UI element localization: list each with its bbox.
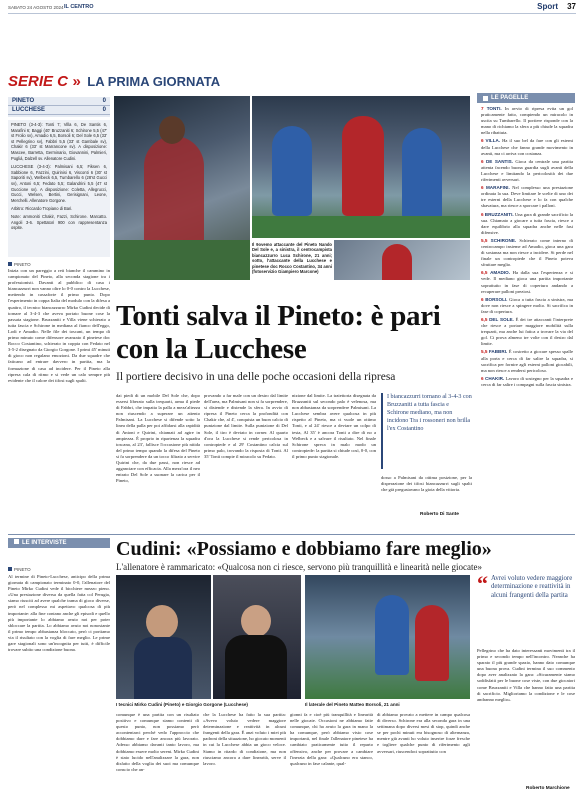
pagella-name: CHAKIR.: [485, 375, 505, 381]
article2-subtitle: L'allenatore è rammaricato: «Qualcosa non ci riesce, servono più tranquillità e linearità nelle giocate»: [116, 562, 482, 572]
byline-article2: PINETO: [8, 567, 31, 572]
pagelle-list: [477, 103, 575, 527]
square-icon: [14, 539, 19, 544]
article2-col-1: Al termine di Pineto-Lucchese, anticipo della prima giornata di campionato terminato 0-0, l'allenatore del Pineto Mirko Cudini vede il bicchiere mezzo pieno. «Una prestazione diversa da quella fatta col Perugia, siamo riusciti ad avere qualche trama di gioco diverse, però nel complesso mi aspettavo qualcosa di più importante: alla fine contano anche gli episodi e quello più importante lo abbiamo avuto noi per poter sbloccare la partita. Lo abbiamo avuto noi nonostante il primo tempo abbastanza bloccato, però ci portiamo via il risultato con la voglia di fare meglio. Le prime gare stagionali sono un'incognita per tutti, è difficile trovare subito una condizione buona.: [8, 574, 110, 653]
pagella-grade: 6: [481, 185, 484, 191]
quote-text: I biancazzurri tornano al 3-4-3 con Bruzzaniti a tutta fascia e Schirone mediano, ma non incidono Tra i rossoneri non brilla l'ex Costantino: [387, 394, 472, 432]
giornata-title: LA PRIMA GIORNATA: [87, 74, 221, 89]
article-col-6: dosso a Palmisani da ottima posizione, per la disperazione dei tifosi biancazzurri sugli spalti che già pregustavano la gioia della vittoria.: [381, 475, 472, 493]
pagella-name: BRUZZANITI.: [484, 211, 514, 217]
pagella-item: [481, 376, 573, 388]
pagella-text: Gioca a tutta fascia a sinistra, ma dove non riesce a spingere molto. Si sacrifica in fase di copertura.: [481, 296, 573, 314]
pagella-grade: 5,5: [481, 237, 488, 243]
article2-col-2: comunque è una partita con un risultato positivo e comunque siamo contenti di questo punto, non possiamo però accontentarci perché vedo l'approccio che dobbiamo dare e fare ancora più lavorato. Adesso abbiamo davanti tanto lavoro, ma dobbiamo essere molto sereni. Mirko Cudini è stato lucido nell'analizzare la gara, non disfatto della voglia dei suoi ma comunque conscio che an-: [116, 712, 199, 772]
pagella-text: È dei tre attaccanti l'interprete che riesce a portare maggiore mobilità sulla trequarti, ma anche lui fatica a trovare la via del gol. Ci prova almeno tre volte con il destro dal limite.: [481, 317, 573, 347]
pagella-item: [481, 270, 573, 294]
byline-left: PINETO: [8, 262, 31, 267]
pagella-text: Ha il suo bel da fare con gli esterni della Lucchese che fanno grande movimento in avanti, ma ci arriva con costanza.: [481, 138, 573, 156]
serie-title: SERIE C: [8, 73, 69, 90]
section-divider: [8, 534, 575, 535]
pagella-text: Schierato come interno di centrocampo insieme ad Amadio, gioca una gara di sostanza ma non riesce a incidere. Si perde nel finale un contropiede che il Pineto poteva sfruttare meglio.: [481, 237, 574, 268]
away-team: LUCCHESE: [12, 107, 46, 113]
article2-title: Cudini: «Possiamo e dobbiamo fare meglio»: [116, 538, 492, 560]
pagella-grade: 6: [481, 296, 484, 302]
scoreboard: [8, 97, 110, 117]
pagella-name: DEL SOLE.: [489, 317, 514, 322]
article-col-4: provando a far male con un destro dal limite dell'area, ma Palmisani non si fa sorprendere, si distende e distende la sfera. In avvio di ripresa il Pineto cerca la profondità con Chakir che, al 4', conquista un buon calcio di punizione dal limite. Sulla punizione di Del Sole, il tiro è deviato in corner. Al quarto d'ora la Lucchese si rende pericolosa in contropiede e al 29' Costantino calcia sul primo palo, trovando la risposta di Tonti. Al 35' Tonti compie il miracolo su Fedato.: [204, 393, 288, 459]
photo-players-right: [252, 96, 470, 238]
referee: Arbitro: Riccardo Tropiano di Bari.: [11, 206, 73, 212]
pull-quote: [477, 571, 575, 647]
pagella-grade: 6: [481, 375, 484, 381]
pagella-name: DE SANTIS.: [485, 158, 513, 164]
photo-coach-left: [116, 575, 211, 699]
pagella-name: AMADIO.: [490, 270, 510, 276]
pagella-name: SCHIRONE.: [490, 237, 517, 243]
article-col-3: dai piedi di un mobile Del Sole che, dopo essersi liberato sulla trequarti, arma il piede di Fabbri, che impatta la palla a mezz'altezza non riuscendo a superare un attento Palmisani. La Lucchese si difende sotto la linea della palla per poi affidarsi alla rapidità di Antoni e Quirini, chiamati ad agire in ampiezza. È proprio in ripartenza la squadra toscana, al 23', fallisce l'occasione più nitida del primo tempo quando la difesa del Pineto si fa sorprendere da un tocco filtrato a servire Quirini che, da due passi, non riesce ad agganciare con efficacia. Alla mezz'ora il neo entrato Del Sole a suonare la carica per il Pineto,: [116, 393, 200, 484]
article2-col-5: di abbiamo provato a mettere in campo qualcosa di diverso. Schirone era alla seconda gara in una settimana dopo diversi mesi di stop, quindi anche se per pochi minuti era bisognoso di alternanza, mentre già avanti ho voluto inserire forze fresche e togliere qualche punto di riferimento agli avversari, riuscendoci soprattutto con: [377, 712, 470, 754]
match-notes: Note: ammoniti Chakir, Fazzi, Schirone. Marcatto. Angoli 3-6. Spettatori 900 con rappresentanza ospite.: [11, 213, 107, 231]
pagella-item: [481, 185, 573, 209]
pagella-text: Lavoro di sostegno per la squadra e cerca di far salire i compagni sulla fascia sinistra.: [481, 375, 573, 387]
headline-subtitle: Il portiere decisivo in una delle poche occasioni della ripresa: [116, 371, 396, 383]
photo-player-small: [334, 240, 470, 280]
chevron-right-icon: »: [72, 73, 81, 90]
quote-box: [381, 393, 472, 469]
home-score: 0: [102, 98, 106, 104]
home-team: PINETO: [12, 98, 35, 104]
lineup-pineto: PINETO (3-4-3): Tonti 7; Villa 6, De Santis 6, Marafini 6; Baggi (40' Bruzzaniti 6; Schirone 5,5 (47' st Frolio sv), Amadio 6,5, Borsoli 6; Del Sole 6,5 (33' st Pellegrino sv), Fabbri 5,5 (33' st Gambale sv), Chakir 6 (33' st Marrancone sv). A disposizione: Mascee, Barretta, Germinario, Giovannini, Palmieri, Pogliá, Dalzell sv. Allenatore Cudini.: [11, 122, 107, 161]
pagella-grade: 6: [481, 158, 484, 164]
article2-col-3: che la Lucchese ha fatto la sua partita: «Avevo voluto vedere maggiore determinazione e reattività in alcuni frangenti della gara. È anzi voluto i miei più padroni della situazione, ho giocato momenti in cui la Lucchese abbia un gioco veloce. Siamo in ritardo di condizione, ma non riusciamo ancora a dare linearità, serve il lavoro.: [203, 712, 286, 766]
pagella-text: In avvio di ripresa evita un gol praticamente fatto, compiendo un miracolo in uscita su Tumbarello. Il portiere risponde con la mano di richiamo la sfera a più chiude la squadra nella ribattuta.: [481, 106, 573, 136]
issue-date: SABATO 24 AGOSTO 2024: [8, 5, 64, 10]
author-top: Roberto Di Sante: [420, 512, 459, 517]
top-bar: [8, 2, 576, 14]
section-label: Sport: [537, 2, 558, 11]
pagella-item: [481, 349, 573, 373]
pagella-name: TONTI.: [486, 106, 502, 111]
interviste-label: LE INTERVISTE: [8, 538, 110, 548]
pagella-text: Gioca da centrale una partita attenta facendo buona guardia sugli avanti della Lucchese e limitando la pericolosità dei due riferimenti avversari.: [481, 158, 573, 183]
pagella-item: [481, 212, 573, 236]
away-row: [8, 106, 110, 115]
pagella-grade: 7: [481, 106, 484, 111]
pagella-text: Ha dalla sua l'esperienza e si vede. Il mediano gioca una partita importante soprattutto in fase di copertura andando a recuperare palloni preziosi.: [481, 270, 573, 294]
square-icon: [8, 567, 12, 571]
pagella-item: [481, 317, 573, 347]
pagelle-header: LE PAGELLE: [477, 93, 575, 103]
pagella-text: Una gara di grande sacrificio la sua. Chiamato a giocare a tutta fascia, riesce a dare equilibrio alla squadra anche nelle fasi difensive.: [481, 211, 574, 235]
article2-header: [116, 537, 576, 573]
photo-player-borsoli: [305, 575, 470, 699]
photo-player-left: [114, 96, 250, 280]
quote-mark-icon: “: [477, 571, 488, 596]
article-col-1: Inizia con un pareggio a reti bianche il cammino in campionato del Pineto, alla seconda stagione tra i professionisti. Davanti al pubblico di casa i biancazzurri non vanno oltre lo 0-0 contro la Lucchese, mettendo in cassaforte il primo punto. Dopo l'esperimento in coppa Italia del modulo con la difesa a quattro, il tecnico biancazzurro Mirko Cudini decide di tornare al 3-4-3 che aveva portato buone cose la passata stagione. Bruzzaniti e Villa viene schierato a tutta fascia e Schirone in mediana al fianco dell'eggo, Lodi e Amadio. Nelle file dei toscani, un tempo di primo minuto come difensore avanzato il pinetese doc Rocco Costantino, schierato in coppia con Fedato nel 3-5-2 disegnato da Giorgio Gorgone. I primi 45' minuti di gioco non regalano emozioni. Da due squadre che faticano ad entrare davvero in partita, ma la formazione di casa ad incidere. Per il Pineto alla ripresa cala di ritmo e si vede un calo sempre più evidente che il calore dei tifosi sugli spalti.: [8, 268, 110, 383]
article2-col-4: gionni fa e cioè più tranquillità e linearità nelle giocate. Occasioni ne abbiamo fatte comunque, chi ha avuto la gara in mano la ha comunque, però abbiamo visto cose importanti, nel finale l'allenatore pinetese ha cambiato praticamente tutto il reparto offensivo, anche per provare a cambiare l'inerzia della gara: «Qualcuno era stanco, qualcuno in fase calante, qual-: [290, 712, 373, 766]
pagella-item: [481, 106, 573, 136]
headline: [116, 300, 472, 384]
page-number: 37: [567, 2, 576, 11]
pagella-name: BORSOLI.: [485, 296, 508, 302]
pagella-grade: 6,5: [481, 270, 488, 276]
pagella-item: [481, 159, 573, 183]
pagella-name: FABBRI.: [488, 349, 508, 355]
pagella-text: È costretto a giocare spesso spalle alla porta e cerca di far salire la squadra, si sacrifica per fornire agli esterni palloni giocabili, ma non riesce a rendersi pericoloso.: [481, 349, 573, 373]
photo-caption-right: Il laterale del Pineto Matteo Borsoli, 21 anni: [305, 702, 400, 707]
lineup-lucchese: LUCCHESE (3-4-3): Palmisani 6,5; Fiksen 6, Sabbione 6, Fazzini, Quirinisi 6, Visconti 6 (30' st Saporiti sv), Welbeck 6,5, Tumbarello 6 (28'st Gucci sv), Antoni 6,5; Fedato 5,5; Galandrini 5,5 (47 st Guccione sv). A disposizione: Coletta, Allegrucci, Gucci, Welsen, Bertini, Gerisignani, Leone, Merchelli. Allenatore Gorgone.: [11, 164, 107, 203]
pagelle-box: [477, 93, 575, 529]
pagella-item: [481, 138, 573, 156]
photo-coach-right: [213, 575, 301, 699]
photo-caption-left: I tecnici Mirko Cudini (Pineto) e Giorgio Gorgone (Lucchese): [116, 702, 248, 707]
article-col-5: nizione dal limite. La traiettoria disegnata da Bruzzaniti sul secondo palo è velenosa, ma non abbastanza da sorprendere Palmisani. La Lucchese sembra avere qualcosa in più rispetto al Pineto, ma ci vuole un ottimo Tonti, e al 24' riesce a deviare un colpo di testa, Al 35' è ancora Tonti a dire di no a Welbeck e a salvare il risultato. Nel finale Schirone spreca in malo modo un contropiede: la partita si chiude così, 0-0, con il primo punto stagionale.: [292, 393, 376, 459]
pagella-grade: 6: [481, 211, 484, 217]
pagella-text: Nel complesso una prestazione ordinata la sua. Deve limitare le scelte di uno dei tre esterni della Lucchese e lo fa con qualche sbavatura, ma riesce a sporcare i palloni.: [481, 185, 573, 209]
square-icon: [8, 262, 12, 266]
pagella-name: VILLA.: [485, 138, 501, 144]
pagella-grade: 5,5: [481, 349, 488, 355]
photo-caption-top: Il 9ovemo attaccante del Pineto Nando Del Sole e, a sinistra, il centrocampista biancazzurro Luca Schirone, 21 anni; sotto, l'attaccante della Lucchese e pinetese doc Rocco Costantino, 34 anni (fotoservizio Giampiero Marcone): [252, 242, 332, 275]
serie-header: [8, 73, 472, 89]
pagella-name: MARAFINI.: [485, 185, 510, 191]
pull-quote-text: Avrei voluto vedere maggiore determinazione e reattività in alcuni frangenti della partita: [491, 575, 573, 599]
author-bottom: Roberto Marchione: [526, 786, 570, 791]
headline-title: Tonti salva il Pineto: è pari con la Lucchese: [116, 300, 441, 365]
paper-name: IL CENTRO: [64, 4, 94, 10]
pagella-item: [481, 297, 573, 315]
pagella-item: [481, 238, 573, 268]
lineups: [8, 120, 110, 257]
pagella-grade: 6: [481, 138, 484, 144]
pagella-grade: 6,5: [481, 317, 488, 322]
article2-col-6: Pellegrino che ha dato interessanti movimenti tra il primo e secondo tempo nell'incontro. Neanche ha sparato il più grande spazio, hanno dato comunque una buona prova. Cudini termina il suo commento dopo aver analizzato la gara: «Sicuramente siamo soddisfatti per le buone cose viste, con due giocatori come Bruzzaniti e Villa che hanno fatto una partita di sacrificio. Miglioriamo la condizione e le cose andranno meglio».: [477, 648, 575, 702]
square-icon: [483, 96, 488, 101]
home-row: [8, 97, 110, 106]
away-score: 0: [102, 107, 106, 113]
